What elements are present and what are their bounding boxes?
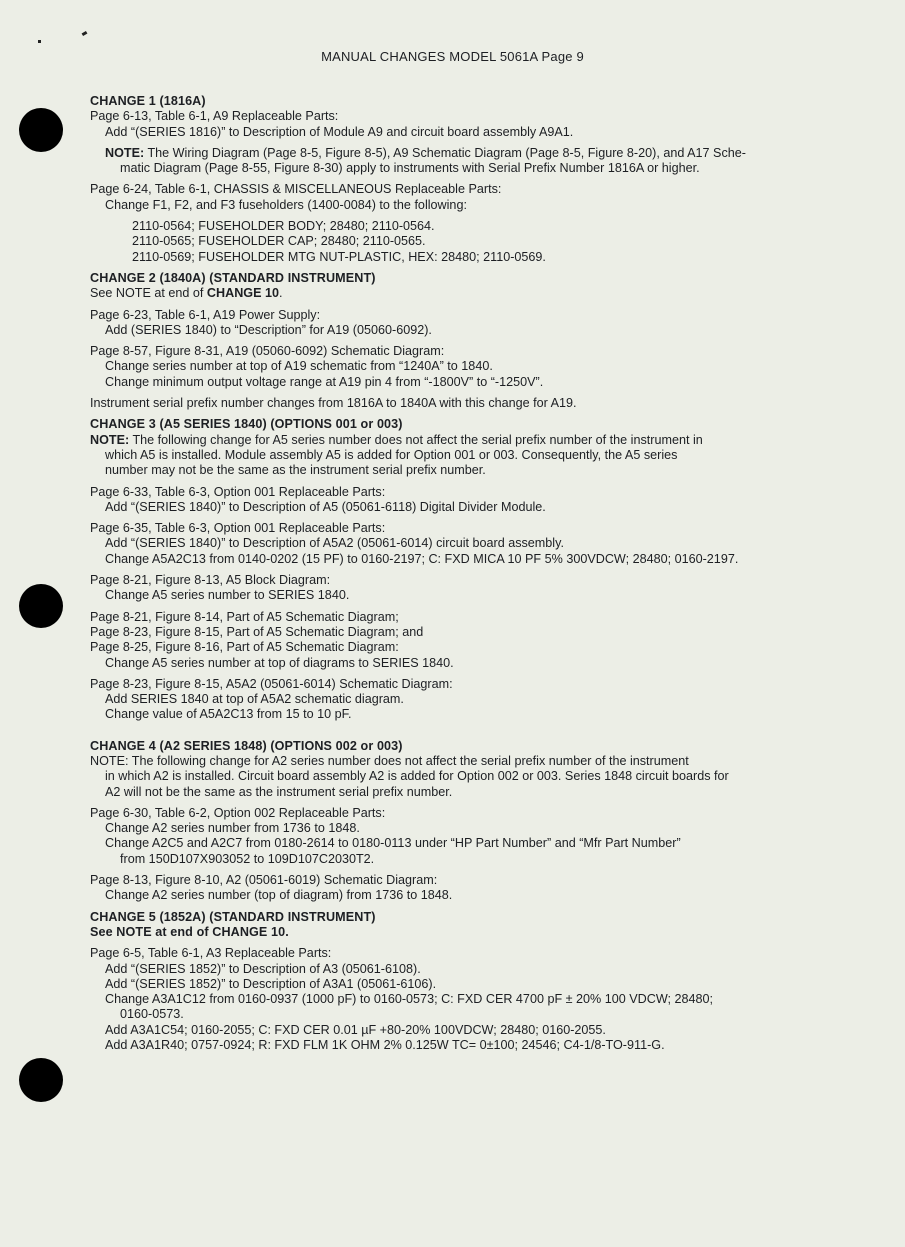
page-header: MANUAL CHANGES MODEL 5061A Page 9 <box>321 49 584 64</box>
change-2-prefix <box>90 396 850 411</box>
change-note: See NOTE at end of CHANGE 10. <box>90 924 289 939</box>
text-line: Change A2C5 and A2C7 from 0180-2614 to 0180-0113 under “HP Part Number” and “Mfr Part Number” <box>105 836 681 851</box>
text-line: Change minimum output voltage range at A19 pin 4 from “-1800V” to “-1250V”. <box>105 374 544 389</box>
text-line: Add SERIES 1840 at top of A5A2 schematic diagram. <box>105 692 404 707</box>
binder-hole <box>19 584 63 628</box>
scan-speck <box>38 40 41 43</box>
text-line: Change A3A1C12 from 0160-0937 (1000 pF) to 0160-0573; C: FXD CER 4700 pF ± 20% 100 VDCW; 28480; <box>105 992 714 1007</box>
part-line: 2110-0569; FUSEHOLDER MTG NUT-PLASTIC, HEX: 28480; 2110-0569. <box>132 249 546 264</box>
text-line: Page 8-25, Figure 8-16, Part of A5 Schematic Diagram: <box>90 640 399 655</box>
change-3-diagrams <box>90 610 850 671</box>
text-line: Page 8-57, Figure 8-31, A19 (05060-6092) Schematic Diagram: <box>90 344 445 359</box>
change-2-a19 <box>90 308 850 339</box>
text-line: which A5 is installed. Module assembly A5 is added for Option 001 or 003. Consequently, the A5 series <box>105 447 678 462</box>
text-line: Add “(SERIES 1840)” to Description of A5 (05061-6118) Digital Divider Module. <box>105 499 546 514</box>
change-heading: CHANGE 4 (A2 SERIES 1848) (OPTIONS 002 or 003) <box>90 738 403 753</box>
change-ref: CHANGE 10 <box>206 286 279 301</box>
change-1 <box>90 94 850 140</box>
text-line: Page 8-23, Figure 8-15, Part of A5 Schematic Diagram; and <box>90 624 424 639</box>
text-line: Page 6-33, Table 6-3, Option 001 Replaceable Parts: <box>90 484 386 499</box>
text-line: from 150D107X903052 to 109D107C2030T2. <box>120 851 375 866</box>
text-line: Page 6-13, Table 6-1, A9 Replaceable Parts: <box>90 109 339 124</box>
text-line: A2 will not be the same as the instrument serial prefix number. <box>105 784 453 799</box>
change-heading: CHANGE 5 (1852A) (STANDARD INSTRUMENT) <box>90 909 376 924</box>
text-line: Add “(SERIES 1852)” to Description of A3A1 (05061-6106). <box>105 976 437 991</box>
text-line: Page 6-5, Table 6-1, A3 Replaceable Parts: <box>90 946 332 961</box>
text-line: Add “(SERIES 1840)” to Description of A5A2 (05061-6014) circuit board assembly. <box>105 536 564 551</box>
note-label: NOTE: <box>90 432 130 447</box>
text-line: Page 6-30, Table 6-2, Option 002 Replaceable Parts: <box>90 805 386 820</box>
change-1-fuse <box>90 182 850 264</box>
text-line: Change value of A5A2C13 from 15 to 10 pF. <box>105 707 352 722</box>
change-4 <box>90 739 850 800</box>
change-heading: CHANGE 3 (A5 SERIES 1840) (OPTIONS 001 or 003) <box>90 417 403 432</box>
text-line: Page 8-21, Figure 8-14, Part of A5 Schematic Diagram; <box>90 609 399 624</box>
text-line: Page 8-13, Figure 8-10, A2 (05061-6019) Schematic Diagram: <box>90 873 438 888</box>
scan-speck <box>82 31 88 36</box>
text-line: NOTE: The following change for A2 series number does not affect the serial prefix number of the instrument <box>90 753 689 768</box>
change-4-a2 <box>90 806 850 867</box>
text-line: The following change for A5 series number does not affect the serial prefix number of the instrument in <box>132 432 703 447</box>
note-label: NOTE: <box>105 145 145 160</box>
change-3-a5a2 <box>90 521 850 567</box>
text-line: Change series number at top of A19 schematic from “1240A” to 1840. <box>105 359 493 374</box>
text-line: Add “(SERIES 1852)” to Description of A3 (05061-6108). <box>105 961 421 976</box>
change-3 <box>90 417 850 478</box>
page-content <box>90 94 850 1059</box>
text-line: Page 6-35, Table 6-3, Option 001 Replaceable Parts: <box>90 521 386 536</box>
change-2 <box>90 271 850 302</box>
part-line: 2110-0564; FUSEHOLDER BODY; 28480; 2110-0564. <box>132 219 435 234</box>
text-line: Change A5 series number at top of diagrams to SERIES 1840. <box>105 655 454 670</box>
text-line: The Wiring Diagram (Page 8-5, Figure 8-5), A9 Schematic Diagram (Page 8-5, Figure 8-20), and A17 Sche- <box>147 145 746 160</box>
text-line: Page 8-23, Figure 8-15, A5A2 (05061-6014) Schematic Diagram: <box>90 676 453 691</box>
text-line: Add “(SERIES 1816)” to Description of Module A9 and circuit board assembly A9A1. <box>105 124 574 139</box>
text-line: Change A2 series number from 1736 to 1848. <box>105 821 360 836</box>
text-line: See NOTE at end of <box>90 286 207 301</box>
text-line: Page 6-23, Table 6-1, A19 Power Supply: <box>90 307 321 322</box>
text-line: Change A2 series number (top of diagram) from 1736 to 1848. <box>105 888 453 903</box>
text-line: Add (SERIES 1840) to “Description” for A19 (05060-6092). <box>105 322 432 337</box>
change-3-block <box>90 573 850 604</box>
text-line: . <box>279 286 283 301</box>
change-1-note <box>90 146 850 177</box>
change-4-schematic <box>90 873 850 904</box>
binder-hole <box>19 108 63 152</box>
part-line: 2110-0565; FUSEHOLDER CAP; 28480; 2110-0565. <box>132 234 426 249</box>
change-heading: CHANGE 1 (1816A) <box>90 94 206 108</box>
change-5-a3 <box>90 946 850 1053</box>
change-heading: CHANGE 2 (1840A) (STANDARD INSTRUMENT) <box>90 270 376 285</box>
change-3-a5a2-schematic <box>90 677 850 723</box>
text-line: 0160-0573. <box>120 1007 184 1022</box>
text-line: Page 6-24, Table 6-1, CHASSIS & MISCELLANEOUS Replaceable Parts: <box>90 182 502 197</box>
text-line: Change A5 series number to SERIES 1840. <box>105 588 350 603</box>
text-line: Instrument serial prefix number changes from 1816A to 1840A with this change for A19. <box>90 396 577 411</box>
text-line: in which A2 is installed. Circuit board assembly A2 is added for Option 002 or 003. Series 1848 circuit boards for <box>105 769 729 784</box>
text-line: number may not be the same as the instrument serial prefix number. <box>105 463 486 478</box>
change-3-a5 <box>90 485 850 516</box>
text-line: Add A3A1C54; 0160-2055; C: FXD CER 0.01 µF +80-20% 100VDCW; 28480; 0160-2055. <box>105 1022 606 1037</box>
text-line: Change A5A2C13 from 0140-0202 (15 PF) to 0160-2197; C: FXD MICA 10 PF 5% 300VDCW; 28480; 0160-2197. <box>105 551 739 566</box>
text-line: Change F1, F2, and F3 fuseholders (1400-0084) to the following: <box>105 197 467 212</box>
change-5 <box>90 910 850 941</box>
change-2-schematic <box>90 344 850 390</box>
binder-hole <box>19 1058 63 1102</box>
text-line: Page 8-21, Figure 8-13, A5 Block Diagram: <box>90 573 331 588</box>
text-line: Add A3A1R40; 0757-0924; R: FXD FLM 1K OHM 2% 0.125W TC= 0±100; 24546; C4-1/8-TO-911-G. <box>105 1038 665 1053</box>
text-line: matic Diagram (Page 8-55, Figure 8-30) apply to instruments with Serial Prefix Number 1816A or higher. <box>120 161 700 176</box>
